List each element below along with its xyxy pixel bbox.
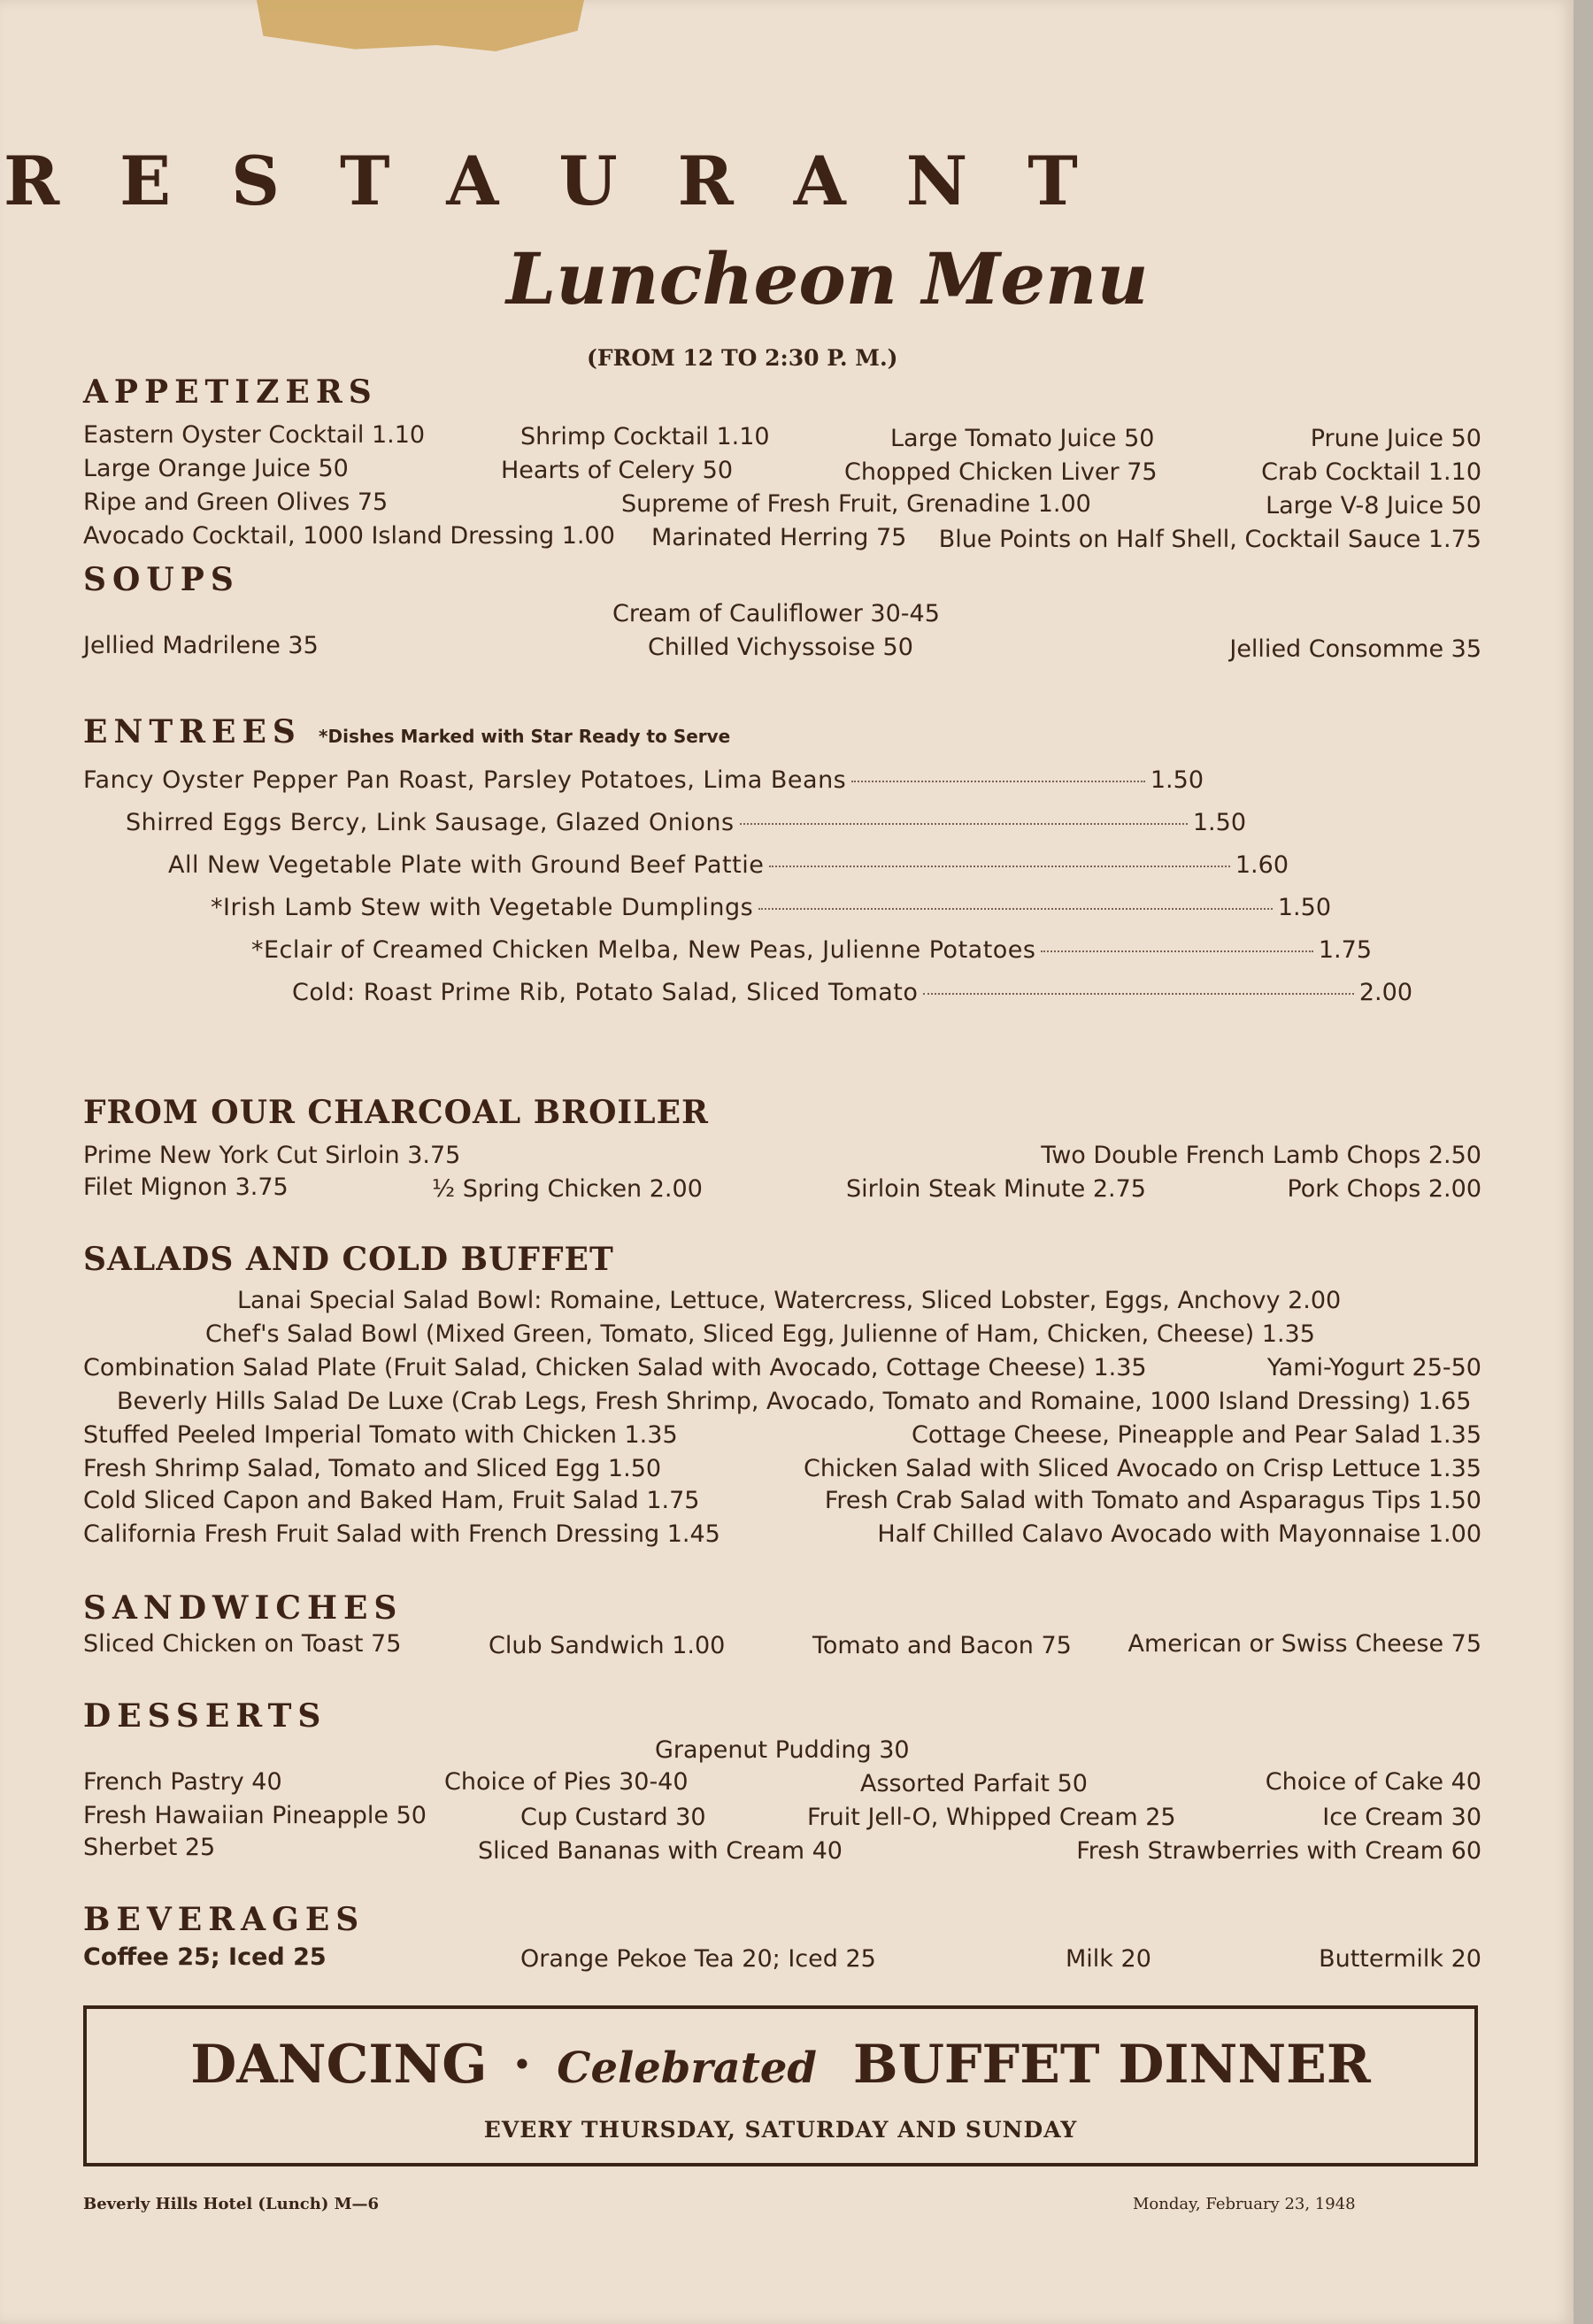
- broiler-heading: FROM OUR CHARCOAL BROILER: [83, 1094, 709, 1131]
- salad-item: Stuffed Peeled Imperial Tomato with Chicken 1.35: [83, 1421, 678, 1449]
- entree-row: [251, 936, 1372, 968]
- appetizer-item: Large Orange Juice 50: [83, 455, 349, 482]
- entree-price: 1.50: [1150, 766, 1204, 794]
- appetizer-item: Chopped Chicken Liver 75: [844, 458, 1158, 486]
- leader-dots: [1041, 950, 1312, 952]
- entree-name: Fancy Oyster Pepper Pan Roast, Parsley Potatoes, Lima Beans: [83, 766, 847, 794]
- salad-item: Chef's Salad Bowl (Mixed Green, Tomato, Sliced Egg, Julienne of Ham, Chicken, Cheese) 1.35: [205, 1320, 1315, 1348]
- dessert-item: Grapenut Pudding 30: [655, 1736, 910, 1764]
- beverage-item: Coffee 25; Iced 25: [83, 1943, 327, 1971]
- dessert-item: French Pastry 40: [83, 1768, 282, 1796]
- dinner-banner: [83, 2005, 1478, 2166]
- banner-buffet-dinner: BUFFET DINNER: [852, 2034, 1371, 2096]
- broiler-item: Prime New York Cut Sirloin 3.75: [83, 1142, 461, 1169]
- salad-item: Chicken Salad with Sliced Avocado on Crisp Lettuce 1.35: [803, 1455, 1481, 1482]
- entrees-header: [83, 713, 730, 750]
- entree-row: [211, 894, 1331, 926]
- soup-item: Jellied Consomme 35: [1229, 635, 1481, 663]
- dessert-item: Fruit Jell-O, Whipped Cream 25: [807, 1804, 1176, 1831]
- sandwich-item: Tomato and Bacon 75: [812, 1632, 1072, 1659]
- entree-name: Cold: Roast Prime Rib, Potato Salad, Sliced Tomato: [292, 979, 919, 1006]
- entree-price: 1.50: [1277, 894, 1331, 921]
- salad-item: California Fresh Fruit Salad with French Dressing 1.45: [83, 1520, 720, 1548]
- appetizer-item: Avocado Cocktail, 1000 Island Dressing 1.00: [83, 522, 615, 550]
- broiler-item: Pork Chops 2.00: [1287, 1175, 1481, 1203]
- broiler-item: Filet Mignon 3.75: [83, 1174, 289, 1201]
- broiler-item: ½ Spring Chicken 2.00: [432, 1175, 703, 1203]
- broiler-item: Sirloin Steak Minute 2.75: [846, 1175, 1146, 1203]
- salads-heading: SALADS AND COLD BUFFET: [83, 1241, 614, 1278]
- beverages-heading: BEVERAGES: [83, 1901, 366, 1938]
- salad-item: Fresh Crab Salad with Tomato and Asparagus Tips 1.50: [824, 1487, 1481, 1514]
- appetizer-item: Crab Cocktail 1.10: [1261, 458, 1481, 486]
- banner-headline: [87, 2034, 1474, 2096]
- restaurant-title: RESTAURANT: [4, 142, 1138, 220]
- banner-separator: ·: [512, 2034, 532, 2096]
- leader-dots: [740, 823, 1188, 825]
- appetizer-item: Large Tomato Juice 50: [890, 425, 1155, 452]
- appetizer-item: Prune Juice 50: [1310, 425, 1481, 452]
- appetizer-item: Ripe and Green Olives 75: [83, 489, 389, 516]
- tape-strip: [257, 0, 584, 51]
- salad-item: Lanai Special Salad Bowl: Romaine, Lettuce, Watercress, Sliced Lobster, Eggs, Anchovy 2.00: [237, 1287, 1342, 1314]
- beverage-item: Buttermilk 20: [1319, 1945, 1481, 1973]
- leader-dots: [758, 908, 1273, 910]
- salad-item: Fresh Shrimp Salad, Tomato and Sliced Egg 1.50: [83, 1455, 662, 1482]
- entree-row: [126, 809, 1246, 841]
- dessert-item: Fresh Strawberries with Cream 60: [1076, 1837, 1481, 1865]
- salad-item: Half Chilled Calavo Avocado with Mayonnaise 1.00: [877, 1520, 1481, 1548]
- beverage-item: Milk 20: [1066, 1945, 1151, 1973]
- dessert-item: Choice of Cake 40: [1265, 1768, 1481, 1796]
- footer-left: Beverly Hills Hotel (Lunch) M—6: [83, 2195, 380, 2213]
- appetizer-item: Blue Points on Half Shell, Cocktail Sauce 1.75: [938, 526, 1481, 553]
- footer-date: Monday, February 23, 1948: [1133, 2195, 1356, 2213]
- appetizer-item: Large V-8 Juice 50: [1266, 492, 1481, 519]
- banner-dancing: DANCING: [190, 2034, 488, 2096]
- desserts-heading: DESSERTS: [83, 1697, 327, 1735]
- lunch-hours: (FROM 12 TO 2:30 P. M.): [587, 345, 898, 371]
- beverage-item: Orange Pekoe Tea 20; Iced 25: [520, 1945, 876, 1973]
- dessert-item: Fresh Hawaiian Pineapple 50: [83, 1802, 427, 1829]
- broiler-item: Two Double French Lamb Chops 2.50: [1041, 1142, 1481, 1169]
- entree-price: 2.00: [1358, 979, 1412, 1006]
- luncheon-menu-title: Luncheon Menu: [506, 237, 1149, 320]
- entrees-heading: ENTREES: [83, 713, 302, 750]
- salad-item: Combination Salad Plate (Fruit Salad, Chicken Salad with Avocado, Cottage Cheese) 1.35: [83, 1354, 1147, 1381]
- appetizer-item: Supreme of Fresh Fruit, Grenadine 1.00: [621, 490, 1091, 518]
- soups-heading: SOUPS: [83, 561, 240, 598]
- dessert-item: Ice Cream 30: [1322, 1804, 1481, 1831]
- entree-price: 1.60: [1235, 851, 1289, 879]
- leader-dots: [769, 866, 1230, 867]
- soup-item: Chilled Vichyssoise 50: [648, 634, 913, 661]
- entree-name: *Eclair of Creamed Chicken Melba, New Peas, Julienne Potatoes: [251, 936, 1036, 964]
- dessert-item: Choice of Pies 30-40: [444, 1768, 689, 1796]
- entree-price: 1.75: [1318, 936, 1372, 964]
- leader-dots: [923, 993, 1353, 995]
- appetizer-item: Eastern Oyster Cocktail 1.10: [83, 421, 426, 449]
- sandwich-item: Sliced Chicken on Toast 75: [83, 1630, 402, 1658]
- salad-item: Cold Sliced Capon and Baked Ham, Fruit Salad 1.75: [83, 1487, 700, 1514]
- sandwiches-heading: SANDWICHES: [83, 1589, 404, 1627]
- dessert-item: Cup Custard 30: [520, 1804, 706, 1831]
- leader-dots: [851, 781, 1145, 782]
- appetizer-item: Hearts of Celery 50: [501, 457, 733, 484]
- appetizer-item: Marinated Herring 75: [651, 524, 907, 551]
- banner-days: EVERY THURSDAY, SATURDAY AND SUNDAY: [483, 2117, 1078, 2143]
- entree-row: [292, 979, 1412, 1011]
- entree-name: Shirred Eggs Bercy, Link Sausage, Glazed Onions: [126, 809, 735, 836]
- salad-item: Yami-Yogurt 25-50: [1266, 1354, 1481, 1381]
- appetizers-heading: APPETIZERS: [83, 373, 378, 411]
- appetizer-item: Shrimp Cocktail 1.10: [520, 423, 770, 450]
- salad-item: Cottage Cheese, Pineapple and Pear Salad 1.35: [912, 1421, 1481, 1449]
- entree-name: *Irish Lamb Stew with Vegetable Dumplings: [211, 894, 754, 921]
- soup-item: Cream of Cauliflower 30-45: [612, 600, 940, 627]
- soup-item: Jellied Madrilene 35: [83, 632, 319, 659]
- dessert-item: Sliced Bananas with Cream 40: [478, 1837, 843, 1865]
- entree-name: All New Vegetable Plate with Ground Beef Pattie: [168, 851, 765, 879]
- dessert-item: Assorted Parfait 50: [860, 1770, 1088, 1797]
- salad-item: Beverly Hills Salad De Luxe (Crab Legs, Fresh Shrimp, Avocado, Tomato and Romaine, 1000 Island Dressing) 1.65: [117, 1388, 1472, 1415]
- banner-celebrated: Celebrated: [557, 2043, 817, 2093]
- entree-price: 1.50: [1192, 809, 1246, 836]
- entree-row: [83, 766, 1204, 798]
- entree-row: [168, 851, 1289, 883]
- sandwich-item: American or Swiss Cheese 75: [1127, 1630, 1481, 1658]
- dessert-item: Sherbet 25: [83, 1834, 216, 1861]
- entrees-note: *Dishes Marked with Star Ready to Serve: [319, 726, 731, 747]
- sandwich-item: Club Sandwich 1.00: [489, 1632, 726, 1659]
